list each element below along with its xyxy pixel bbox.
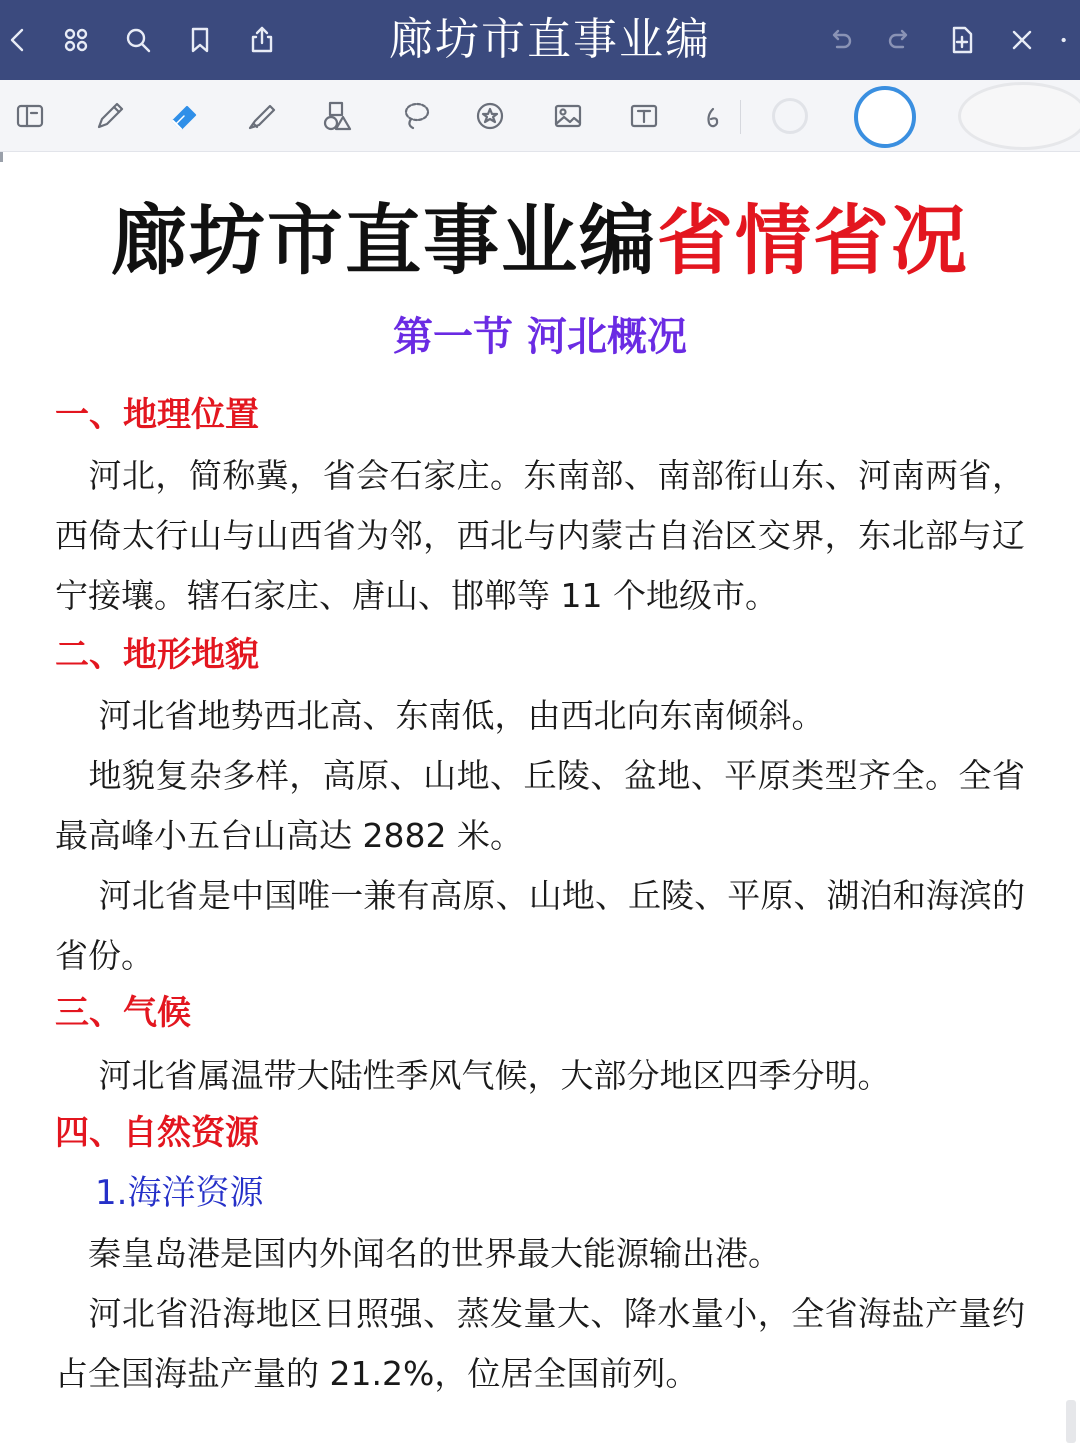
document-title: 廊坊市直事业编	[389, 14, 711, 65]
grid-icon[interactable]	[58, 22, 94, 58]
add-page-icon[interactable]	[944, 22, 980, 58]
pen-size-small[interactable]	[772, 98, 808, 134]
lasso-icon[interactable]	[394, 94, 438, 138]
paragraph-terrain-2: 地貌复杂多样，高原、山地、丘陵、盆地、平原类型齐全。全省最高峰小五台山高达 2882 米。	[55, 756, 1025, 855]
undo-icon[interactable]	[822, 22, 858, 58]
shapes-icon[interactable]	[316, 94, 360, 138]
pen-size-large[interactable]	[958, 82, 1080, 150]
share-icon[interactable]	[244, 22, 280, 58]
paragraph-geography: 河北，简称冀，省会石家庄。东南部、南部衔山东、河南两省，西倚太行山与山西省为邻，西北与内蒙古自治区交界，东北部与辽宁接壤。辖石家庄、唐山、邯郸等 11 个地级市。	[55, 456, 1025, 615]
redo-icon[interactable]	[882, 22, 918, 58]
pen-icon[interactable]	[88, 94, 132, 138]
more-icon[interactable]	[1054, 22, 1080, 58]
bookmark-icon[interactable]	[182, 22, 218, 58]
scrollbar-thumb[interactable]	[1066, 1400, 1076, 1443]
sticker-icon[interactable]	[468, 94, 512, 138]
section-title: 第一节 河北概况	[393, 314, 687, 360]
top-app-bar	[0, 0, 1080, 80]
heading-terrain: 二、地形地貌	[55, 635, 259, 675]
laser-icon[interactable]	[690, 94, 734, 138]
reader-icon[interactable]	[8, 94, 52, 138]
heading-climate: 三、气候	[55, 993, 191, 1033]
close-icon[interactable]	[1004, 22, 1040, 58]
paragraph-terrain-3: 河北省是中国唯一兼有高原、山地、丘陵、平原、湖泊和海滨的省份。	[55, 876, 1025, 975]
heading-resources: 四、自然资源	[55, 1113, 259, 1153]
subheading-marine: 1.海洋资源	[95, 1173, 264, 1213]
paragraph-terrain-1: 河北省地势西北高、东南低，由西北向东南倾斜。	[55, 696, 825, 735]
image-icon[interactable]	[546, 94, 590, 138]
page-title-main: 廊坊市直事业编	[111, 196, 657, 285]
text-box-icon[interactable]	[622, 94, 666, 138]
paragraph-climate: 河北省属温带大陆性季风气候，大部分地区四季分明。	[55, 1056, 891, 1095]
page-edge-marker	[0, 152, 3, 162]
paragraph-marine-2: 河北省沿海地区日照强、蒸发量大、降水量小，全省海盐产量约占全国海盐产量的 21.2%，位居全国前列。	[55, 1294, 1025, 1393]
heading-geography: 一、地理位置	[55, 395, 259, 435]
paragraph-marine-1: 秦皇岛港是国内外闻名的世界最大能源输出港。	[55, 1234, 781, 1273]
pen-toolbar	[0, 80, 1080, 152]
back-icon[interactable]	[0, 22, 36, 58]
page-title	[0, 196, 1080, 286]
search-icon[interactable]	[120, 22, 156, 58]
eraser-icon[interactable]	[162, 94, 206, 138]
toolbar-divider	[740, 100, 741, 134]
highlighter-icon[interactable]	[240, 94, 284, 138]
page-title-highlight: 省情省况	[657, 196, 969, 285]
pen-size-selected[interactable]	[854, 86, 916, 148]
